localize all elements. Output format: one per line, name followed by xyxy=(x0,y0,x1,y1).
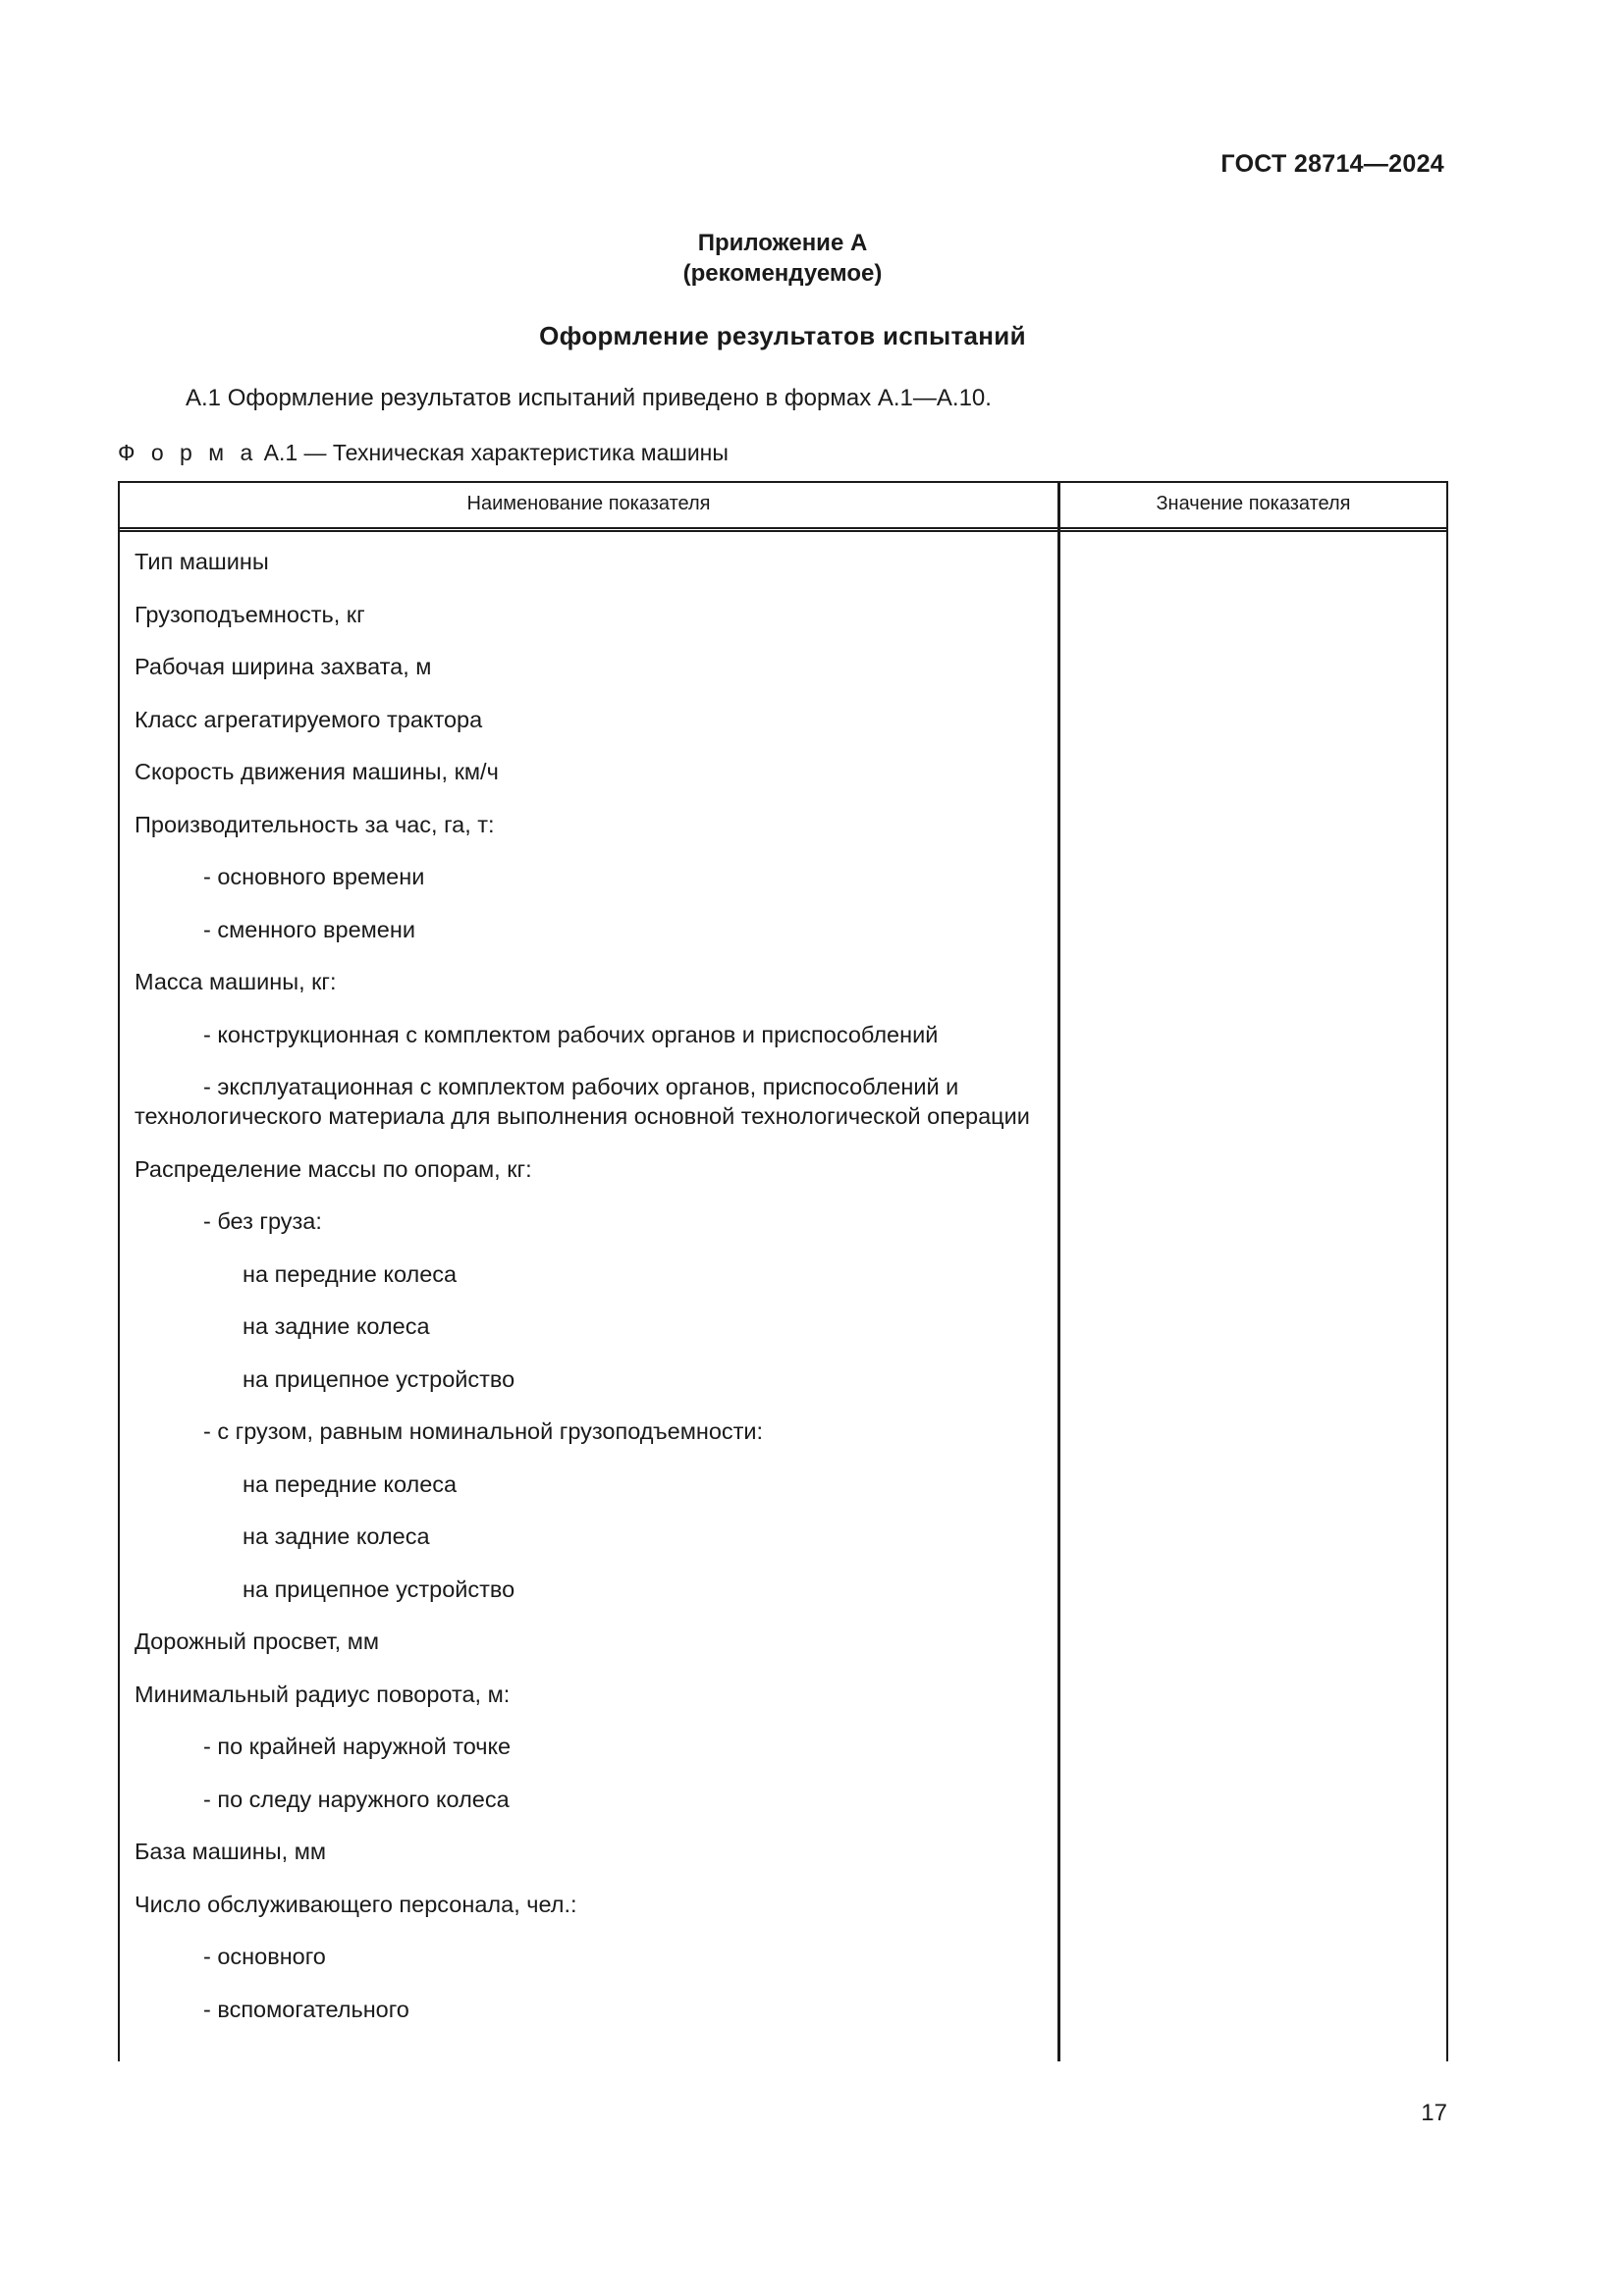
table-row: Распределение массы по опорам, кг: xyxy=(135,1155,532,1182)
table-row: - без груза: xyxy=(203,1208,322,1234)
table-row: на задние колеса xyxy=(243,1313,430,1339)
form-caption xyxy=(118,440,729,466)
table-row: - сменного времени xyxy=(203,916,415,942)
table-row: - по следу наружного колеса xyxy=(203,1786,510,1812)
table-body xyxy=(135,547,1048,2047)
characteristics-table xyxy=(118,481,1448,2061)
table-row: - вспомогательного xyxy=(203,1996,409,2022)
table-row: База машины, мм xyxy=(135,1839,327,1864)
table-row: на прицепное устройство xyxy=(243,1575,515,1602)
table-header xyxy=(120,483,1446,532)
appendix-heading xyxy=(0,228,1565,289)
page-number: 17 xyxy=(1421,2100,1447,2126)
table-row: Рабочая ширина захвата, м xyxy=(135,654,432,679)
table-row: Число обслуживающего персонала, чел.: xyxy=(135,1891,577,1917)
table-row: Грузоподъемность, кг xyxy=(135,601,365,627)
form-caption-text: А.1 — Техническая характеристика машины xyxy=(263,440,729,465)
column-header-name: Наименование показателя xyxy=(466,493,711,514)
table-row: на передние колеса xyxy=(243,1260,458,1287)
table-row: - по крайней наружной точке xyxy=(203,1734,512,1759)
table-row: Производительность за час, га, т: xyxy=(135,811,495,837)
table-row: Масса машины, кг: xyxy=(135,969,337,994)
table-row: на задние колеса xyxy=(243,1523,430,1549)
table-row: Дорожный просвет, мм xyxy=(135,1629,380,1654)
table-row: на передние колеса xyxy=(243,1470,458,1497)
standard-code: ГОСТ 28714—2024 xyxy=(1220,150,1444,178)
table-row: - с грузом, равным номинальной грузоподъемности: xyxy=(203,1418,764,1444)
table-row: - эксплуатационная с комплектом рабочих органов, приспособлений и технологического материала для выполнения основной технологической операции xyxy=(135,1074,1030,1129)
table-row: Минимальный радиус поворота, м: xyxy=(135,1681,511,1707)
table-row: - основного xyxy=(203,1944,326,1969)
table-row: на прицепное устройство xyxy=(243,1365,515,1392)
column-header-value: Значение показателя xyxy=(1156,493,1351,514)
table-row: Класс агрегатируемого трактора xyxy=(135,706,483,732)
appendix-title: Приложение А xyxy=(697,230,868,256)
column-divider xyxy=(1057,483,1060,2061)
table-row: - основного времени xyxy=(203,864,425,889)
intro-paragraph: А.1 Оформление результатов испытаний приведено в формах А.1—А.10. xyxy=(186,385,992,411)
section-title: Оформление результатов испытаний xyxy=(539,321,1026,350)
table-row: Тип машины xyxy=(135,549,269,574)
appendix-subtitle: (рекомендуемое) xyxy=(682,260,883,287)
form-caption-label: Ф о р м а xyxy=(118,440,258,465)
table-row: Скорость движения машины, км/ч xyxy=(135,759,499,784)
table-row: - конструкционная с комплектом рабочих органов и приспособлений xyxy=(203,1021,939,1047)
